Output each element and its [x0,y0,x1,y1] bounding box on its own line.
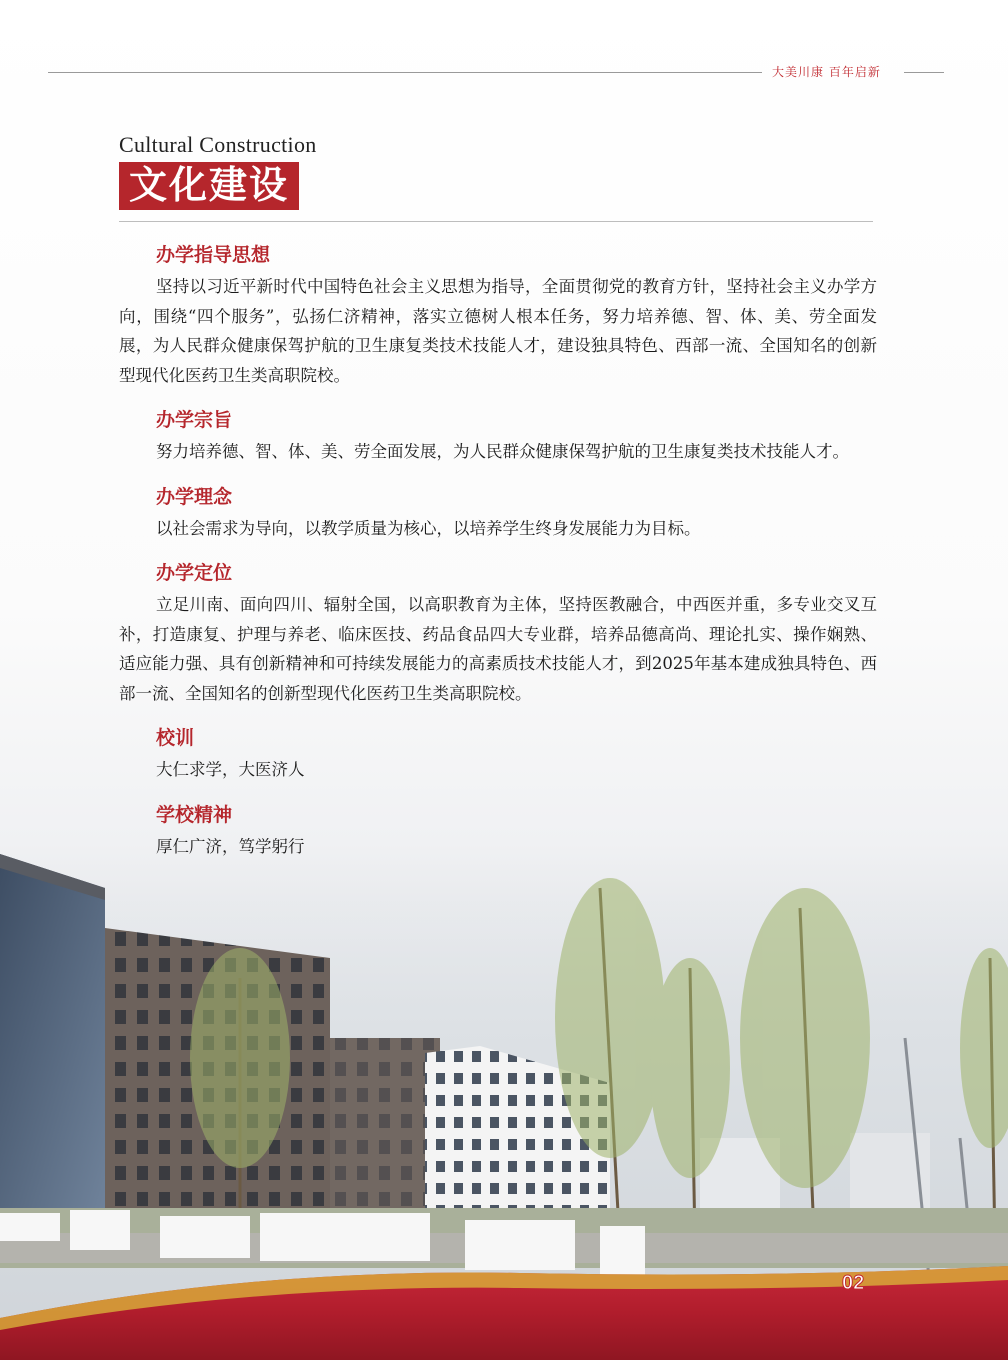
section-body-philosophy: 以社会需求为导向，以教学质量为核心，以培养学生终身发展能力为目标。 [156,518,701,538]
title-chinese: 文化建设 [128,162,289,207]
section-body-spirit: 厚仁广济，笃学躬行 [156,836,305,856]
header-rule-right [904,72,944,73]
title-divider [119,221,873,222]
page-number: 02 [842,1272,865,1294]
section-heading-philosophy: 办学理念 [156,485,233,508]
main-content [119,240,877,861]
section-body-positioning: 立足川南、面向四川、辐射全国，以高职教育为主体，坚持医教融合，中西医并重，多专业交叉互补，打造康复、护理与养老、临床医技、药品食品四大专业群，培养品德高尚、理论扎实、操作娴熟、适应能力强、具有创新精神和可持续发展能力的高素质技术技能人才，到2025年基本建成独具特色、西部一流、全国知名的创新型现代化医药卫生类高职院校。 [119,595,877,703]
section-body-guiding-ideology: 坚持以习近平新时代中国特色社会主义思想为指导，全面贯彻党的教育方针，坚持社会主义办学方向，围绕“四个服务”，弘扬仁济精神，落实立德树人根本任务，努力培养德、智、体、美、劳全面发展，为人民群众健康保驾护航的卫生康复类技术技能人才，建设独具特色、西部一流、全国知名的创新型现代化医药卫生类高职院校。 [119,277,877,385]
section-heading-purpose: 办学宗旨 [156,409,233,431]
section-heading-guiding-ideology: 办学指导思想 [156,244,271,266]
header-rule-left [48,72,762,73]
section-heading-positioning: 办学定位 [156,562,233,584]
section-body-motto: 大仁求学，大医济人 [156,760,305,779]
section-heading-motto: 校训 [156,727,195,749]
title-english: Cultural Construction [119,132,317,157]
section-body-purpose: 努力培养德、智、体、美、劳全面发展，为人民群众健康保驾护航的卫生康复类技术技能人才。 [156,442,849,461]
section-heading-spirit: 学校精神 [156,803,233,826]
header-tagline: 大美川康 百年启新 [772,65,881,79]
